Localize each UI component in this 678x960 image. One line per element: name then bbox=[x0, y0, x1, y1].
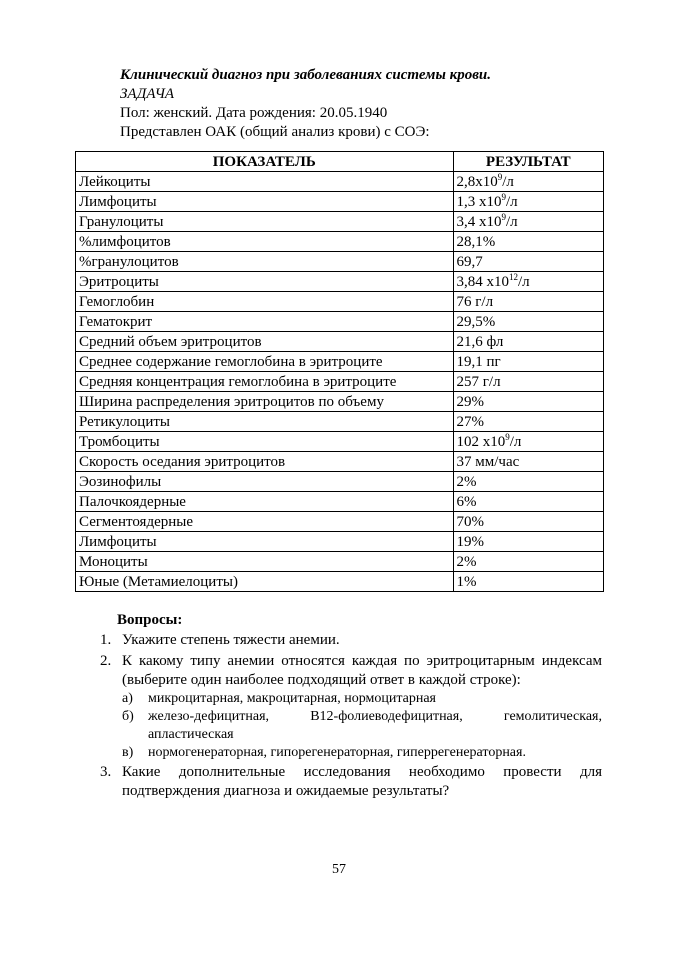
result-value bbox=[453, 192, 603, 212]
indicator-name: Лейкоциты bbox=[76, 172, 454, 192]
table-row bbox=[76, 272, 604, 292]
result-exponent: 12 bbox=[509, 271, 519, 282]
table-row bbox=[76, 192, 604, 212]
indicator-name: Средний объем эритроцитов bbox=[76, 332, 454, 352]
result-number: 3,84 x10 bbox=[456, 273, 510, 290]
result-unit: /л bbox=[502, 173, 514, 190]
table-row bbox=[76, 292, 604, 312]
result-number: 3,4 x10 bbox=[456, 213, 502, 230]
result-number: 28,1% bbox=[456, 233, 496, 250]
option-text: железо-дефицитная, В12-фолиеводефицитная, гемолитическая, апластическая bbox=[148, 709, 602, 742]
result-unit: /л bbox=[509, 433, 522, 450]
answer-option bbox=[122, 708, 602, 744]
table-row bbox=[76, 412, 604, 432]
task-header bbox=[120, 66, 600, 142]
result-number: 27% bbox=[456, 413, 485, 430]
indicator-name: Ретикулоциты bbox=[76, 412, 454, 432]
result-number: 1,3 x10 bbox=[456, 193, 502, 210]
question-text: Укажите степень тяжести анемии. bbox=[122, 632, 340, 648]
table-row bbox=[76, 532, 604, 552]
task-label: ЗАДАЧА bbox=[120, 86, 175, 102]
questions-heading: Вопросы: bbox=[117, 612, 183, 628]
result-exponent: 9 bbox=[501, 191, 507, 202]
question-item bbox=[96, 763, 602, 801]
indicator-name: Сегментоядерные bbox=[76, 512, 454, 532]
table-row bbox=[76, 392, 604, 412]
indicator-name: Эритроциты bbox=[76, 272, 454, 292]
indicator-name: Гемоглобин bbox=[76, 292, 454, 312]
result-number: 2,8x10 bbox=[456, 173, 498, 190]
result-value bbox=[453, 292, 603, 312]
patient-info: Пол: женский. Дата рождения: 20.05.1940 bbox=[120, 105, 388, 121]
indicator-name: %гранулоцитов bbox=[76, 252, 454, 272]
result-number: 29,5% bbox=[456, 313, 496, 330]
result-value bbox=[453, 412, 603, 432]
result-value bbox=[453, 372, 603, 392]
result-exponent: 9 bbox=[505, 431, 510, 442]
result-number: 2% bbox=[456, 553, 477, 570]
result-value bbox=[453, 252, 603, 272]
column-header-indicator: ПОКАЗАТЕЛЬ bbox=[76, 152, 454, 172]
indicator-name: Гранулоциты bbox=[76, 212, 454, 232]
result-number: 29% bbox=[456, 393, 485, 410]
table-row bbox=[76, 472, 604, 492]
result-value bbox=[453, 392, 603, 412]
result-value bbox=[453, 452, 603, 472]
result-value bbox=[453, 212, 603, 232]
result-unit: /л bbox=[518, 273, 530, 290]
option-text: нормогенераторная, гипорегенераторная, гиперрегенераторная. bbox=[148, 745, 526, 760]
question-text: Какие дополнительные исследования необходимо провести для подтверждения диагноза и ожидаемые результаты? bbox=[122, 764, 602, 799]
result-value bbox=[453, 332, 603, 352]
result-number: 70% bbox=[456, 513, 485, 530]
option-letter: а) bbox=[122, 691, 133, 706]
question-item bbox=[96, 652, 602, 762]
result-number: 257 г/л bbox=[456, 373, 501, 390]
indicator-name: Палочкоядерные bbox=[76, 492, 454, 512]
indicator-name: Юные (Метамиелоциты) bbox=[76, 572, 454, 592]
result-number: 37 мм/час bbox=[456, 453, 520, 470]
result-value bbox=[453, 532, 603, 552]
question-item bbox=[96, 631, 602, 650]
indicator-name: Средняя концентрация гемоглобина в эритроците bbox=[76, 372, 454, 392]
result-number: 19% bbox=[456, 533, 485, 550]
result-exponent: 9 bbox=[501, 211, 507, 222]
table-row bbox=[76, 212, 604, 232]
table-row bbox=[76, 312, 604, 332]
page-number: 57 bbox=[332, 862, 346, 877]
blood-test-table bbox=[75, 151, 604, 592]
table-intro: Представлен ОАК (общий анализ крови) с СОЭ: bbox=[120, 124, 430, 140]
table-row bbox=[76, 172, 604, 192]
indicator-name: Ширина распределения эритроцитов по объему bbox=[76, 392, 454, 412]
question-text: К какому типу анемии относятся каждая по эритроцитарным индексам (выберите один наиболее подходящий ответ в каждой строке): bbox=[122, 653, 602, 688]
result-value bbox=[453, 272, 603, 292]
result-value bbox=[453, 352, 603, 372]
section-title: Клинический диагноз при заболеваниях системы крови. bbox=[120, 67, 492, 83]
table-row bbox=[76, 352, 604, 372]
result-number: 76 г/л bbox=[456, 293, 494, 310]
result-unit: /л bbox=[506, 193, 518, 210]
column-header-result: РЕЗУЛЬТАТ bbox=[453, 152, 603, 172]
answer-option bbox=[122, 690, 602, 708]
question-number: 2. bbox=[100, 653, 112, 669]
table-body bbox=[76, 172, 604, 592]
indicator-name: Лимфоциты bbox=[76, 532, 454, 552]
table-row bbox=[76, 232, 604, 252]
table-row bbox=[76, 572, 604, 592]
question-number: 3. bbox=[100, 764, 112, 780]
result-value bbox=[453, 492, 603, 512]
result-value bbox=[453, 552, 603, 572]
option-text: микроцитарная, макроцитарная, нормоцитарная bbox=[148, 691, 436, 706]
indicator-name: Эозинофилы bbox=[76, 472, 454, 492]
table-row bbox=[76, 512, 604, 532]
result-value bbox=[453, 432, 603, 452]
table-row bbox=[76, 252, 604, 272]
table-row bbox=[76, 332, 604, 352]
table-row bbox=[76, 452, 604, 472]
table-row bbox=[76, 432, 604, 452]
result-value bbox=[453, 572, 603, 592]
table-row bbox=[76, 492, 604, 512]
result-value bbox=[453, 312, 603, 332]
indicator-name: Тромбоциты bbox=[76, 432, 454, 452]
result-number: 102 x10 bbox=[456, 433, 506, 450]
indicator-name: Гематокрит bbox=[76, 312, 454, 332]
indicator-name: Моноциты bbox=[76, 552, 454, 572]
table-header-row bbox=[76, 152, 604, 172]
result-exponent: 9 bbox=[497, 171, 503, 182]
answer-option bbox=[122, 744, 602, 762]
indicator-name: Скорость оседания эритроцитов bbox=[76, 452, 454, 472]
result-number: 2% bbox=[456, 473, 477, 490]
table-row bbox=[76, 552, 604, 572]
indicator-name: Лимфоциты bbox=[76, 192, 454, 212]
questions-section bbox=[96, 611, 602, 801]
result-number: 69,7 bbox=[456, 253, 483, 270]
option-letter: в) bbox=[122, 745, 134, 760]
result-number: 21,6 фл bbox=[456, 333, 504, 350]
result-value bbox=[453, 472, 603, 492]
result-value bbox=[453, 512, 603, 532]
result-number: 19,1 пг bbox=[456, 353, 501, 370]
question-number: 1. bbox=[100, 632, 112, 648]
table-row bbox=[76, 372, 604, 392]
result-value bbox=[453, 232, 603, 252]
result-number: 6% bbox=[456, 493, 477, 510]
result-unit: /л bbox=[506, 213, 518, 230]
indicator-name: Среднее содержание гемоглобина в эритроците bbox=[76, 352, 454, 372]
result-value bbox=[453, 172, 603, 192]
result-number: 1% bbox=[456, 573, 477, 590]
option-letter: б) bbox=[122, 709, 134, 724]
indicator-name: %лимфоцитов bbox=[76, 232, 454, 252]
